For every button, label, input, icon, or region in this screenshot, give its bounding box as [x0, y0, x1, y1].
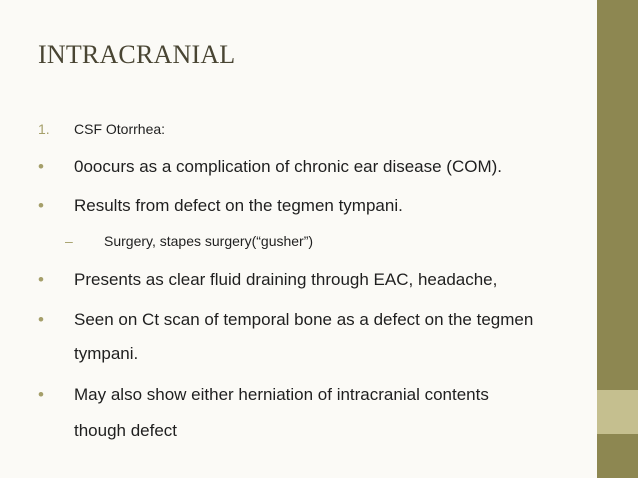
sub-bullet-text: Surgery, stapes surgery(“gusher”) [104, 233, 314, 249]
bullet-text: May also show either herniation of intracranial contents [74, 385, 489, 404]
bullet-text: Seen on Ct scan of temporal bone as a defect on the tegmen [74, 310, 534, 329]
bullet-icon: • [38, 196, 44, 215]
list-item-text: CSF Otorrhea: [74, 121, 166, 137]
bullet-text: Presents as clear fluid draining through EAC, headache, [74, 270, 498, 289]
bullet-continuation-text: though defect [74, 421, 178, 440]
bullet-text: 0oocurs as a complication of chronic ear disease (COM). [74, 157, 503, 176]
sidebar-bar-top [597, 0, 638, 390]
sidebar-bar-bottom [597, 434, 638, 478]
bullet-icon: • [38, 310, 44, 329]
sidebar-bar-highlight [597, 390, 638, 434]
bullet-continuation-text: tympani. [74, 344, 139, 363]
bullet-icon: • [38, 385, 44, 404]
bullet-icon: • [38, 157, 44, 176]
bullet-text: Results from defect on the tegmen tympani. [74, 196, 403, 215]
dash-icon: – [65, 233, 73, 249]
slide-title: INTRACRANIAL [38, 40, 236, 69]
bullet-icon: • [38, 270, 44, 289]
list-number-marker: 1. [38, 121, 50, 137]
